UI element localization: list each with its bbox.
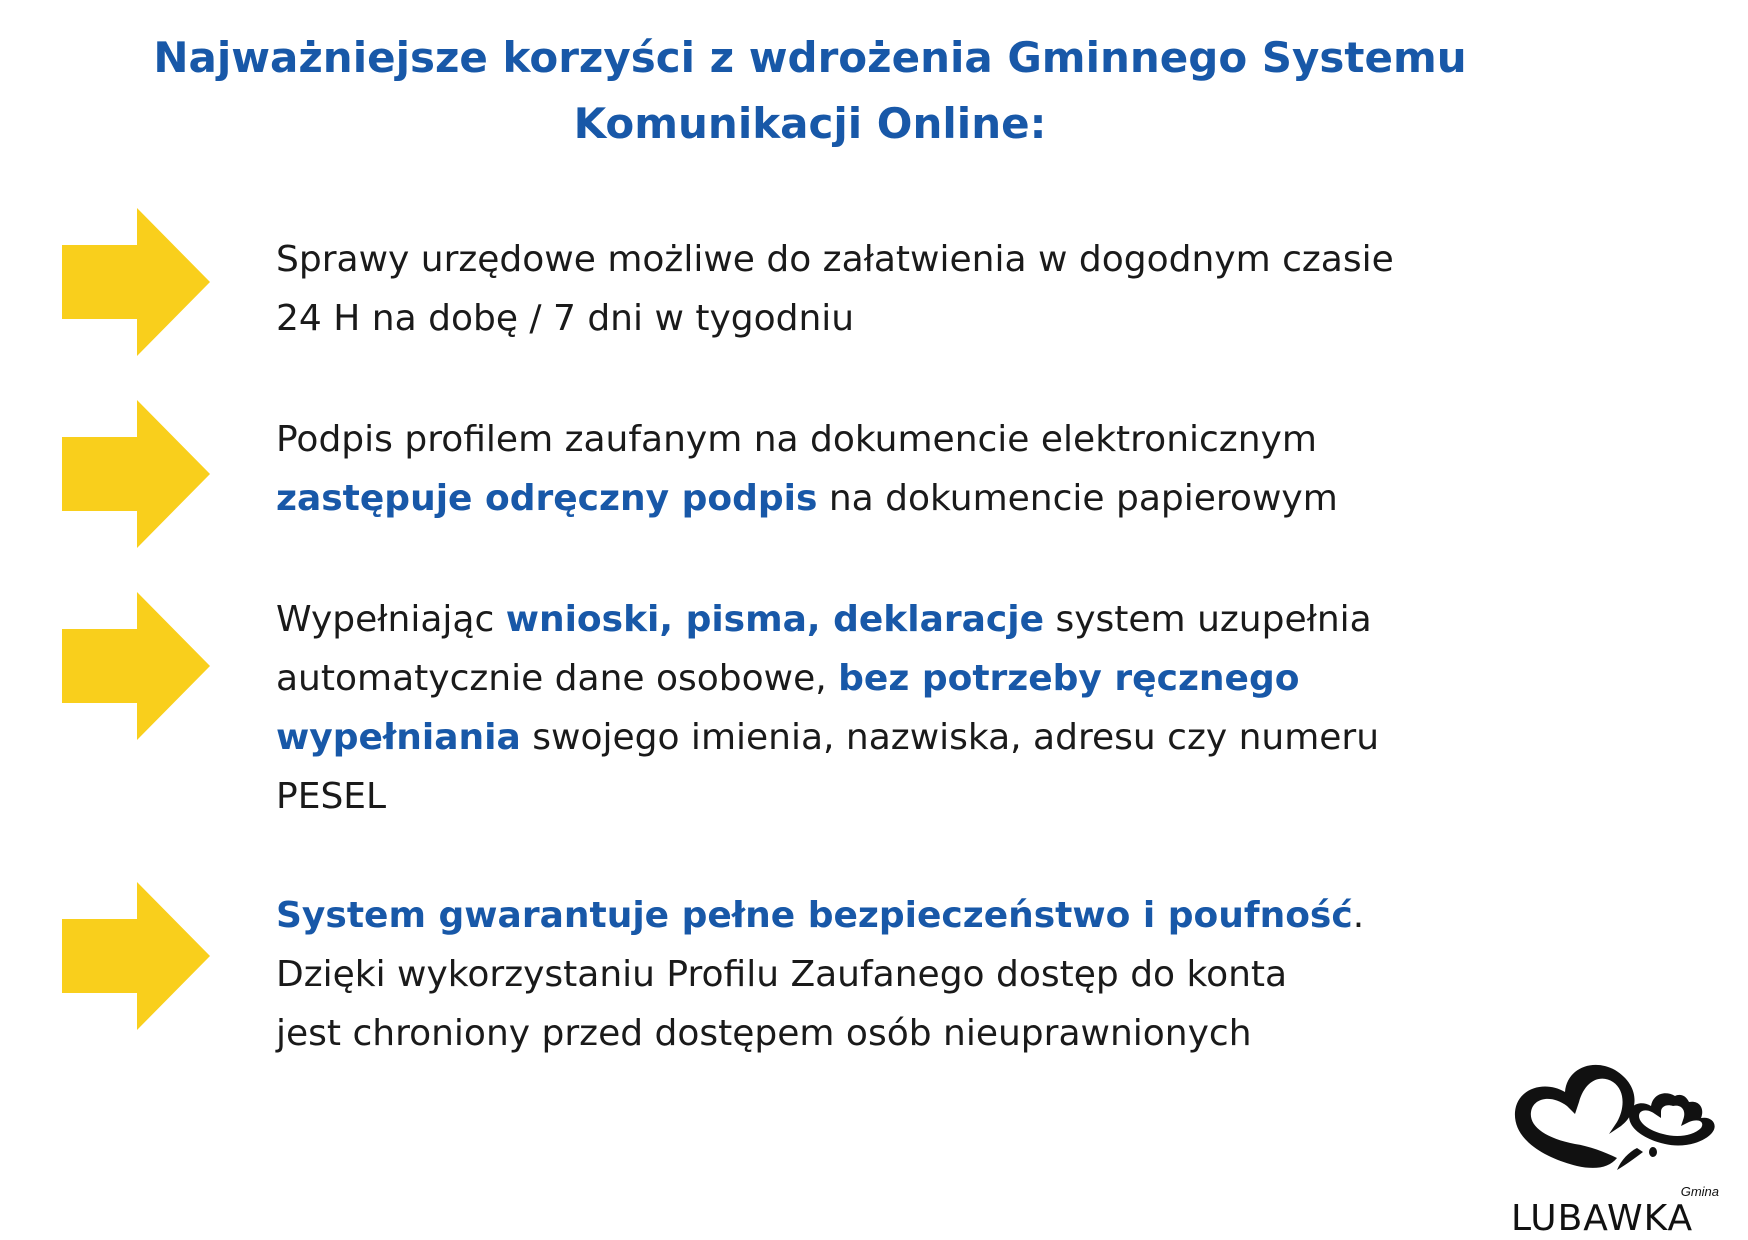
page-title: [60, 25, 1560, 157]
benefit-3-highlight-2: bez potrzeby ręcznego: [838, 658, 1300, 699]
benefit-3-pre: Wypełniając: [276, 599, 506, 640]
benefit-3-rest-3: swojego imienia, nazwiska, adresu czy numeru: [520, 717, 1380, 758]
lubawka-logo: [1505, 1060, 1735, 1235]
benefit-4-line-2: Dzięki wykorzystaniu Profilu Zaufanego dostęp do konta: [276, 954, 1288, 995]
benefit-item-3: [276, 590, 1576, 826]
benefit-3-highlight-1: wnioski, pisma, deklaracje: [505, 599, 1045, 640]
benefit-4-line-1: [276, 886, 1576, 945]
benefit-item-1: [276, 230, 1576, 348]
benefit-3-highlight-3: wypełniania: [276, 717, 521, 758]
title-line-2: Komunikacji Online:: [573, 99, 1047, 148]
benefit-1-line-1: Sprawy urzędowe możliwe do załatwienia w dogodnym czasie: [276, 239, 1394, 280]
benefit-2-highlight: zastępuje odręczny podpis: [276, 478, 818, 519]
arrow-right-icon: [62, 208, 210, 356]
logo-name: LUBAWKA: [1511, 1198, 1694, 1235]
benefit-3-line-3: [276, 708, 1576, 767]
benefit-3-pre-2: automatycznie dane osobowe,: [276, 658, 839, 699]
benefit-item-2: [276, 410, 1576, 528]
benefit-4-highlight: System gwarantuje pełne bezpieczeństwo i poufność: [276, 895, 1353, 936]
title-line-1: Najważniejsze korzyści z wdrożenia Gminnego Systemu: [153, 33, 1467, 82]
logo-small-text: Gmina: [1680, 1184, 1719, 1199]
benefit-4-line-3: jest chroniony przed dostępem osób nieuprawnionych: [276, 1013, 1252, 1054]
benefit-2-rest: na dokumencie papierowym: [817, 478, 1338, 519]
arrow-right-icon: [62, 882, 210, 1030]
benefit-3-rest-1: system uzupełnia: [1044, 599, 1372, 640]
arrow-right-icon: [62, 400, 210, 548]
benefit-3-line-2: [276, 649, 1576, 708]
benefit-1-line-2: 24 H na dobę / 7 dni w tygodniu: [276, 298, 855, 339]
benefit-item-4: [276, 886, 1576, 1063]
benefit-3-line-1: [276, 590, 1576, 649]
benefit-2-line-1: Podpis profilem zaufanym na dokumencie elektronicznym: [276, 419, 1317, 460]
arrow-right-icon: [62, 592, 210, 740]
benefit-3-line-4: PESEL: [276, 776, 387, 817]
butterfly-logo-icon: [1515, 1065, 1715, 1170]
benefit-2-line-2: [276, 469, 1576, 528]
benefit-4-period: .: [1352, 895, 1365, 936]
